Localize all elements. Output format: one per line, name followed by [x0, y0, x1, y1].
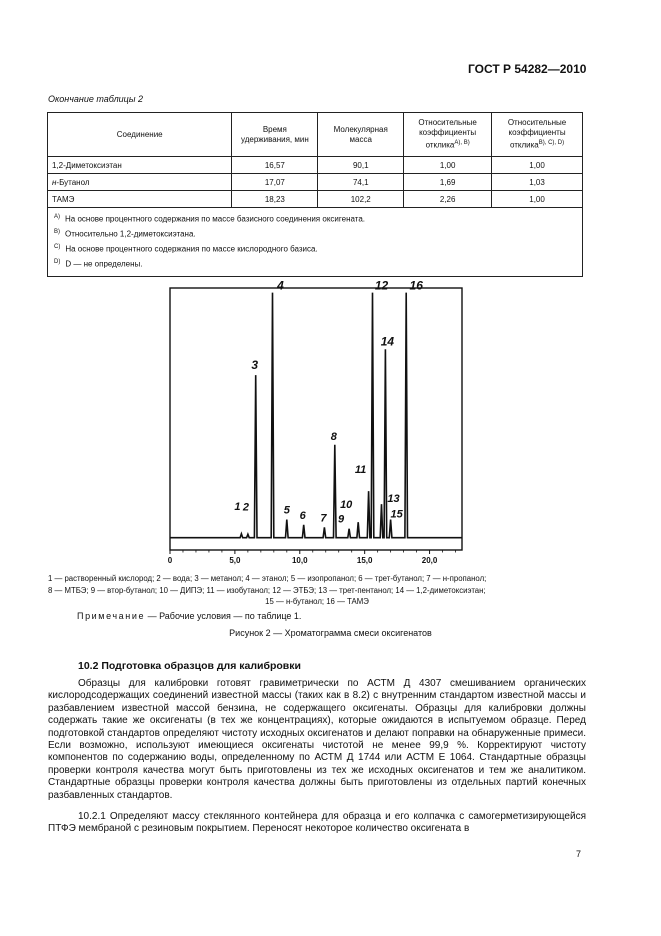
- cell-response-factor-2: 1,03: [492, 174, 583, 191]
- peak-label-5: 5: [283, 504, 290, 517]
- peak-label-15: 15: [390, 508, 403, 521]
- peak-label-3: 3: [251, 358, 259, 373]
- peak-label-11: 11: [354, 464, 367, 477]
- x-tick-label: 5,0: [229, 556, 241, 565]
- cell-compound: 1,2-Диметоксиэтан: [48, 157, 232, 174]
- cell-molecular-mass: 90,1: [318, 157, 404, 174]
- page-number: 7: [576, 849, 582, 859]
- chart-frame: [170, 288, 462, 550]
- peak-label-2: 2: [242, 501, 249, 514]
- table-header-row: [48, 113, 583, 157]
- table-note: $^{C)}$ На основе процентного содержания по массе кислородного базиса.: [54, 244, 318, 254]
- peak-label-13: 13: [387, 493, 400, 506]
- table-note: $^{A)}$ На основе процентного содержания по массе базисного соединения оксигената.: [54, 214, 365, 224]
- x-tick-label: 15,0: [356, 556, 373, 565]
- peak-label-6: 6: [299, 509, 306, 522]
- col-header-molecular-mass: Молекулярная масса: [318, 113, 404, 157]
- peak-label-12: 12: [374, 280, 389, 293]
- section-paragraph-1: Образцы для калибровки готовят гравиметрически по АСТМ Д 4307 смешиванием органических кислородсодержащих соединений известной массы (таких как в 8.2) с внутренним стандартом известной массы и разбавлением известной массой бензина, не содержащего оксигенаты. Образцы для калибровки должны содержать такие же оксигенаты (в тех же концентрациях), которые ожидаются в испытуемом образце. Перед подготовкой стандартов определяют чистоту исходных оксигенатов и делают поправки на обнаруженные примеси. Если возможно, используют имеющиеся оксигенаты чистотой не менее 99,9 %. Корректируют чистоту компонентов по содержанию воды, определенному по АСТМ Д 1744 или АСТМ Е 1064. Стандартные образцы проверки контроля качества могут быть приготовлены из тех же исходных оксигенатов и тем же аналитиком. Стандартные образцы проверки контроля качества должны быть приготовлены из отдельных партий конечных разбавленных стандартов.: [48, 678, 586, 801]
- cell-molecular-mass: 102,2: [318, 191, 404, 208]
- legend-line-2: 8 — МТБЭ; 9 — втор-бутанол; 10 — ДИПЭ; 11 — изобутанол; 12 — ЭТБЭ; 13 — трет-пентанол; 14 — 1,2-диметоксиэтан;: [48, 585, 486, 595]
- cell-response-factor-1: 1,00: [404, 157, 492, 174]
- chromatogram-chart: [150, 280, 480, 565]
- x-tick-label: 20,0: [421, 556, 438, 565]
- table-row: [48, 191, 583, 208]
- figure-caption: Рисунок 2 — Хроматограмма смеси оксигенатов: [229, 628, 432, 638]
- table-note: $^{D)}$ D — не определены.: [54, 259, 143, 270]
- peak-label-16: 16: [409, 280, 423, 293]
- col-header-response-factor-1: Относительные коэффициенты отклика$^{A), B)}$: [404, 113, 492, 157]
- cell-molecular-mass: 74,1: [318, 174, 404, 191]
- col-header-compound: Соединение: [48, 113, 232, 157]
- peak-label-4: 4: [277, 280, 284, 293]
- x-tick-label: 0: [167, 556, 173, 565]
- legend-line-1: 1 — растворенный кислород; 2 — вода; 3 — метанол; 4 — этанол; 5 — изопропанол; 6 — трет-бутанол; 7 — н-пропанол;: [48, 574, 487, 583]
- cell-response-factor-1: 1,69: [404, 174, 492, 191]
- retention-table: [47, 112, 583, 277]
- cell-compound: ТАМЭ: [48, 191, 232, 208]
- peak-label-14: 14: [380, 334, 395, 349]
- cell-retention-time: 18,23: [232, 191, 318, 208]
- peak-label-8: 8: [330, 430, 337, 443]
- note-text: — Рабочие условия — по таблице 1.: [145, 611, 302, 621]
- section-paragraph-2: 10.2.1 Определяют массу стеклянного контейнера для образца и его колпачка с самогерметизирующейся ПТФЭ мембраной с резиновым покрытием. Переносят некоторое количество оксигената в: [48, 811, 586, 835]
- table-row: [48, 174, 583, 191]
- cell-response-factor-2: 1,00: [492, 157, 583, 174]
- figure-note: [77, 611, 301, 621]
- cell-retention-time: 17,07: [232, 174, 318, 191]
- note-prefix: Примечание: [77, 611, 146, 621]
- x-tick-label: 10,0: [291, 556, 308, 565]
- peak-label-9: 9: [338, 513, 345, 526]
- table-note: $^{B)}$ Относительно 1,2-диметоксиэтана.: [54, 229, 196, 239]
- chromatogram-trace: [170, 293, 462, 538]
- peak-label-10: 10: [340, 499, 353, 512]
- cell-compound: н-Бутанол: [48, 174, 232, 191]
- section-title: 10.2 Подготовка образцов для калибровки: [78, 660, 301, 672]
- peak-label-1: 1: [234, 500, 241, 513]
- table-notes-row: [48, 208, 583, 277]
- figure-legend: [48, 573, 586, 608]
- legend-line-3: 15 — н-бутанол; 16 — ТАМЭ: [265, 597, 369, 606]
- cell-retention-time: 16,57: [232, 157, 318, 174]
- cell-response-factor-1: 2,26: [404, 191, 492, 208]
- col-header-retention-time: Время удерживания, мин: [232, 113, 318, 157]
- table-row: [48, 157, 583, 174]
- table-notes: [48, 208, 583, 277]
- cell-response-factor-2: 1,00: [492, 191, 583, 208]
- col-header-response-factor-2: Относительные коэффициенты отклика$^{B), C), D)}$: [492, 113, 583, 157]
- document-header-standard: ГОСТ Р 54282—2010: [468, 62, 587, 76]
- peak-label-7: 7: [320, 512, 327, 525]
- table-caption: Окончание таблицы 2: [48, 94, 143, 104]
